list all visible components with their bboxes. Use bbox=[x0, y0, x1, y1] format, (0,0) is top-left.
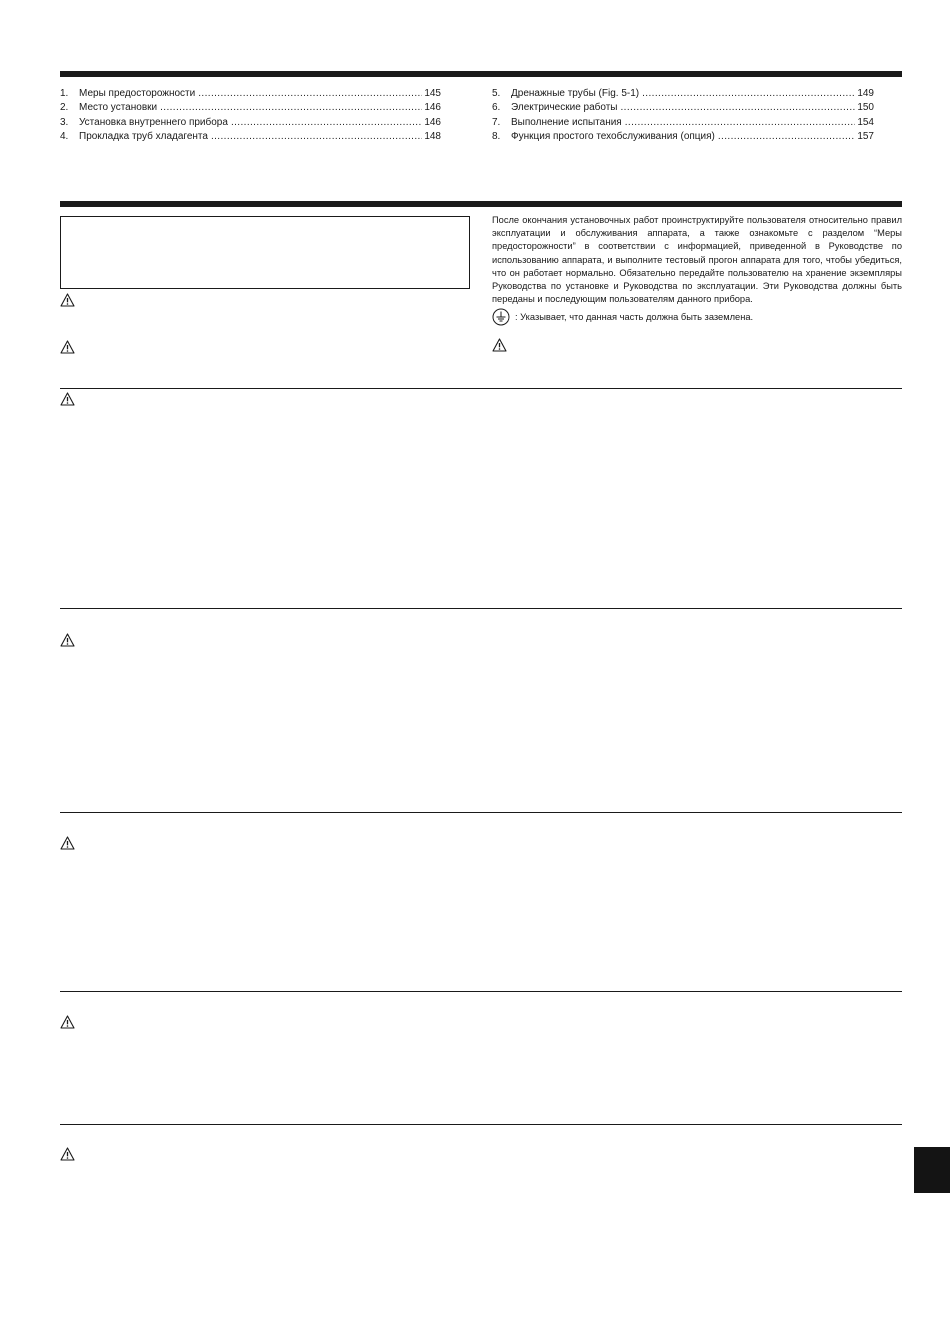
toc-leader-dots bbox=[625, 116, 856, 130]
toc-item[interactable] bbox=[492, 116, 874, 130]
ground-note bbox=[492, 308, 753, 326]
section-divider bbox=[60, 1124, 902, 1125]
toc-item-number: 6. bbox=[492, 102, 501, 114]
toc-item[interactable] bbox=[60, 130, 441, 144]
notice-box bbox=[60, 216, 470, 289]
toc-left bbox=[60, 87, 441, 144]
toc-item-page: 146 bbox=[424, 116, 441, 128]
toc-item-number: 3. bbox=[60, 116, 69, 128]
toc-item[interactable] bbox=[60, 116, 441, 130]
section-rule bbox=[60, 201, 902, 207]
warning-triangle-icon bbox=[492, 338, 507, 352]
toc-item-page: 146 bbox=[424, 102, 441, 114]
toc-item-title: Электрические работы bbox=[511, 102, 618, 114]
toc-item-page: 150 bbox=[857, 102, 874, 114]
section-divider bbox=[60, 608, 902, 609]
toc-item-page: 149 bbox=[857, 88, 874, 99]
toc-item-title: Меры предосторожности bbox=[79, 88, 196, 99]
toc-item[interactable] bbox=[492, 130, 874, 144]
toc-leader-dots bbox=[718, 130, 855, 144]
toc-leader-dots bbox=[160, 101, 422, 115]
toc-leader-dots bbox=[642, 87, 855, 101]
warning-triangle-icon bbox=[60, 1147, 75, 1161]
toc-item-number: 4. bbox=[60, 130, 69, 142]
toc-item-title: Дренажные трубы (Fig. 5-1) bbox=[511, 88, 640, 99]
ground-note-text: : Указывает, что данная часть должна быть заземлена. bbox=[515, 312, 754, 322]
toc-item-title: Место установки bbox=[79, 102, 158, 114]
toc-leader-dots bbox=[211, 130, 422, 144]
top-rule bbox=[60, 71, 902, 77]
section-divider bbox=[60, 812, 902, 813]
toc-leader-dots bbox=[621, 101, 856, 115]
warning-triangle-icon bbox=[60, 633, 75, 647]
toc-leader-dots bbox=[198, 87, 422, 101]
toc-item-page: 145 bbox=[424, 88, 441, 99]
toc-item-page: 148 bbox=[424, 130, 441, 142]
toc-item-number: 7. bbox=[492, 116, 501, 128]
warning-triangle-icon bbox=[60, 1015, 75, 1029]
warning-triangle-icon bbox=[60, 836, 75, 850]
toc-item-number: 2. bbox=[60, 102, 69, 114]
page-tab-marker bbox=[914, 1147, 950, 1193]
toc-item-number: 5. bbox=[492, 88, 501, 99]
toc-item[interactable] bbox=[60, 87, 441, 101]
warning-triangle-icon bbox=[60, 392, 75, 406]
toc-right bbox=[492, 87, 874, 144]
toc-item-title: Прокладка труб хладагента bbox=[79, 130, 208, 142]
toc-item-title: Функция простого техобслуживания (опция) bbox=[511, 130, 715, 142]
toc-item-title: Выполнение испытания bbox=[511, 116, 622, 128]
toc-item-number: 8. bbox=[492, 130, 501, 142]
warning-triangle-icon bbox=[60, 340, 75, 354]
toc-item-page: 157 bbox=[857, 130, 874, 142]
toc-item-title: Установка внутреннего прибора bbox=[79, 116, 228, 128]
toc-item[interactable] bbox=[492, 87, 874, 101]
section-divider bbox=[60, 991, 902, 992]
section-divider bbox=[60, 388, 902, 389]
intro-paragraph: После окончания установочных работ проинструктируйте пользователя относительно правил эксплуатации и обслуживания аппарата, а также ознакомьте с разделом “Меры предосторожности” в соответствии с информацией, приведенной в Руководстве по использованию аппарата, и выполните тестовый прогон аппарата для того, чтобы убедиться, что он работает нормально. Обязательно передайте пользователю на хранение экземпляры Руководства по установке и Руководства по эксплуатации. Эти Руководства должны быть переданы и последующим пользователям данного прибора. bbox=[492, 215, 902, 305]
warning-triangle-icon bbox=[60, 293, 75, 307]
ground-symbol-icon bbox=[492, 308, 510, 326]
toc-item-page: 154 bbox=[857, 116, 874, 128]
toc-item[interactable] bbox=[60, 101, 441, 115]
toc-item[interactable] bbox=[492, 101, 874, 115]
toc-leader-dots bbox=[231, 116, 422, 130]
toc-item-number: 1. bbox=[60, 88, 69, 99]
